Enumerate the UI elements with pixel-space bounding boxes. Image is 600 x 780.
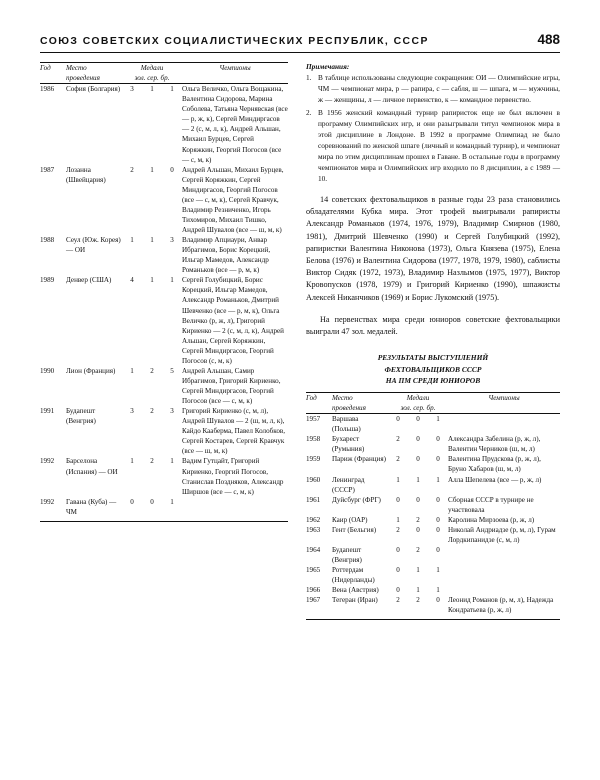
main-cell-year: 1992 [40, 457, 55, 466]
junior-cell-gold: 2 [396, 596, 400, 605]
table-row [306, 545, 560, 565]
junior-cell-champions [448, 585, 560, 595]
junior-cell-silver: 2 [416, 596, 420, 605]
junior-cell-place: Каир (ОАР) [332, 515, 368, 524]
junior-table-body [306, 414, 560, 621]
main-cell-silver: 2 [150, 407, 154, 416]
main-cell-gold: 2 [130, 165, 134, 174]
right-column [306, 62, 560, 620]
junior-cell-gold: 0 [396, 415, 400, 424]
main-cell-year: 1986 [40, 85, 55, 94]
junior-cell-place: Варшава (Польша) [332, 415, 361, 434]
junior-cell-gold: 0 [396, 566, 400, 575]
junior-table-heading [306, 352, 560, 386]
main-cell-year: 1991 [40, 407, 55, 416]
main-cell-bronze: 3 [170, 236, 174, 245]
junior-cell-gold: 2 [396, 435, 400, 444]
junior-heading-line1: РЕЗУЛЬТАТЫ ВЫСТУПЛЕНИЙ [377, 353, 489, 363]
junior-cell-year: 1967 [306, 596, 321, 605]
junior-cell-year: 1966 [306, 586, 321, 595]
col-header-place-line2: проведения [66, 74, 100, 83]
col-header-medals-sub: зол. сер. бр. [134, 74, 170, 83]
junior-cell-champions: Александра Забелина (р, ж, л), Валентин Черников (ш, м, л) [448, 435, 541, 454]
main-cell-place: Денвер (США) [66, 276, 112, 285]
junior-cell-place: Бухарест (Румыния) [332, 435, 365, 454]
junior-cell-place: Ленинград (СССР) [332, 475, 365, 494]
main-cell-silver: 1 [150, 165, 154, 174]
junior-cell-champions: Каролина Мирзоева (р, ж, л) [448, 515, 535, 524]
table-row [306, 515, 560, 525]
main-cell-bronze: 1 [170, 457, 174, 466]
main-cell-year: 1989 [40, 276, 55, 285]
main-cell-year: 1990 [40, 366, 55, 375]
junior-cell-champions: Николай Андриадзе (р, м, л), Гурам Лордкипанидзе (с, м, л) [448, 525, 556, 544]
junior-cell-year: 1962 [306, 515, 321, 524]
note-item [306, 73, 560, 106]
junior-cell-year: 1957 [306, 415, 321, 424]
notes-title: Примечания: [306, 62, 350, 71]
table-row [306, 495, 560, 515]
main-cell-bronze: 1 [170, 85, 174, 94]
jcol-header-place [332, 393, 388, 414]
junior-cell-year: 1963 [306, 525, 321, 534]
junior-cell-bronze: 1 [436, 586, 440, 595]
main-cell-bronze: 3 [170, 407, 174, 416]
junior-cell-gold: 2 [396, 525, 400, 534]
table-row [40, 275, 288, 366]
header-divider [40, 52, 560, 53]
main-table-head [40, 63, 288, 84]
junior-results-table [306, 392, 560, 620]
junior-cell-silver: 0 [416, 455, 420, 464]
junior-cell-year: 1959 [306, 455, 321, 464]
table-row [306, 525, 560, 545]
main-table-header-row [40, 63, 288, 84]
page-number: 488 [537, 32, 560, 47]
junior-cell-place: Гент (Бельгия) [332, 525, 377, 534]
junior-cell-year: 1965 [306, 566, 321, 575]
note-number: 1. [306, 73, 312, 82]
main-cell-silver: 1 [150, 276, 154, 285]
junior-cell-bronze: 1 [436, 475, 440, 484]
jcol-header-medals-label: Медали [406, 394, 430, 403]
jcol-header-place-line1: Место [332, 394, 353, 403]
table-row [306, 475, 560, 495]
table-row [40, 84, 288, 165]
junior-cell-place: Дуйсбург (ФРГ) [332, 495, 381, 504]
main-cell-bronze: 1 [170, 276, 174, 285]
junior-cell-champions [448, 414, 560, 435]
junior-cell-bronze: 1 [436, 566, 440, 575]
paragraph-world-cup: 14 советских фехтовальщиков в разные годы 23 раза становились обладателями Кубка мира. Этот трофей выигрывали рапиристы Александр Романьков (1974, 1976, 1979), Владимир Смирнов (1980, 1981), Дмитрий Шевченко (1990) и Сергей Голубицкий (1992), рапиристки Валентина Никонова (1973), Ольга Князева (1975), Елена Белова (1976) и Валентина Сидорова (1977, 1978, 1979, 1980), саблисты Виктор Сидяк (1972, 1973), Владимир Назлымов (1975, 1977), Виктор Кровопусков (1978, 1979) и Григорий Кириенко (1990), шпажисты Алексей Никанчиков (1969) и Борис Лукомский (1975). [306, 194, 560, 302]
table-row [40, 497, 288, 522]
col-header-year: Год [40, 64, 51, 72]
main-cell-gold: 3 [130, 85, 134, 94]
left-column [40, 62, 288, 522]
note-text: В таблице использованы следующие сокращения: ОИ — Олимпийские игры, ЧМ — чемпионат мира, р — рапира, с — сабля, ш — шпага, м — мужчины, ж — женщины, л — личное первенство, к — командное первенство. [318, 73, 560, 104]
main-cell-place: Гавана (Куба) — ЧМ [66, 497, 117, 516]
main-cell-champions [182, 497, 288, 522]
table-row [40, 406, 288, 456]
junior-cell-champions [448, 545, 560, 565]
main-cell-gold: 3 [130, 407, 134, 416]
main-cell-silver: 1 [150, 236, 154, 245]
junior-cell-silver: 0 [416, 495, 420, 504]
main-cell-champions: Владимир Апциаури, Анвар Ибрагимов, Борис Корецкий, Ильгар Мамедов, Александр Романьков (все — р, м, к) [182, 236, 271, 275]
junior-cell-bronze: 0 [436, 545, 440, 554]
table-row [306, 414, 560, 435]
main-cell-place: Будапешт (Венгрия) [66, 407, 96, 426]
main-cell-year: 1992 [40, 497, 55, 506]
jcol-header-champions: Чемпионы [488, 394, 520, 403]
running-head [40, 32, 560, 47]
main-cell-champions: Андрей Альшан, Михаил Бурцев, Сергей Коряжкин, Сергей Миндиргасов, Георгий Погосов (все — с, м, к), Сергей Кравчук, Владимир Резниченко, Игорь Тихомиров, Михаил Тишко, Андрей Шувалов (все — ш, м, к) [182, 165, 284, 234]
jcol-header-medals-sub: зол. сер. бр. [400, 404, 436, 413]
junior-cell-gold: 1 [396, 475, 400, 484]
main-cell-place: София (Болгария) [66, 85, 121, 94]
junior-cell-gold: 0 [396, 545, 400, 554]
main-cell-champions: Сергей Голубицкий, Борис Корецкий, Ильгар Мамедов, Александр Романьков, Дмитрий Шевченко (все — р, м, к), Ольга Величко (р, ж, л), Григорий Кириенко — 2 (с, м, л, к), Андрей Альшан, Сергей Коряжкин, Сергей Миндиргасов, Георгий Погосов (с, м, к) [182, 276, 284, 365]
junior-cell-champions: Леонид Романов (р, м, л), Надежда Кондратьева (р, ж, л) [448, 596, 554, 615]
junior-cell-silver: 1 [416, 475, 420, 484]
junior-table-header-row [306, 393, 560, 414]
note-item [306, 108, 560, 185]
main-cell-champions: Григорий Кириенко (с, м, л), Андрей Шувалов — 2 (ш, м, л, к), Кайдо Кааберма, Павел Колобков, Сергей Костарев, Сергей Кравчук (все — ш, м, к) [182, 407, 286, 456]
junior-cell-year: 1964 [306, 545, 321, 554]
junior-cell-place: Вена (Австрия) [332, 586, 379, 595]
main-cell-bronze: 5 [170, 366, 174, 375]
main-cell-place: Лозанна (Швейцария) [66, 165, 106, 184]
junior-cell-silver: 2 [416, 515, 420, 524]
main-cell-gold: 4 [130, 276, 134, 285]
note-number: 2. [306, 108, 312, 118]
junior-heading-line3: НА ПМ СРЕДИ ЮНИОРОВ [385, 375, 481, 385]
main-cell-champions: Вадим Гутцайт, Григорий Кириенко, Георгий Погосов, Станислав Поздняков, Александр Ширшов (все — с, м, к) [182, 457, 284, 496]
junior-cell-silver: 2 [416, 545, 420, 554]
page-title: СОЮЗ СОВЕТСКИХ СОЦИАЛИСТИЧЕСКИХ РЕСПУБЛИК, СССР [40, 36, 429, 47]
table-row [40, 456, 288, 496]
junior-cell-gold: 0 [396, 586, 400, 595]
junior-cell-year: 1958 [306, 435, 321, 444]
main-cell-bronze: 0 [170, 165, 174, 174]
jcol-header-place-line2: проведения [332, 404, 366, 413]
junior-cell-champions: Сборная СССР в турнире не участвовала [448, 495, 534, 514]
junior-cell-bronze: 0 [436, 495, 440, 504]
col-header-champions: Чемпионы [219, 64, 251, 72]
junior-cell-champions: Алла Шепелева (все — р, ж, л) [448, 475, 542, 484]
junior-cell-year: 1960 [306, 475, 321, 484]
table-row [306, 585, 560, 595]
junior-cell-place: Париж (Франция) [332, 455, 386, 464]
main-cell-silver: 1 [150, 85, 154, 94]
col-header-place-line1: Место [66, 64, 87, 72]
table-row [306, 454, 560, 474]
jcol-header-medals [388, 393, 448, 414]
main-cell-bronze: 1 [170, 497, 174, 506]
table-row [306, 565, 560, 585]
main-cell-place: Сеул (Юж. Корея) — ОИ [66, 236, 121, 255]
junior-cell-bronze: 0 [436, 435, 440, 444]
junior-cell-silver: 0 [416, 525, 420, 534]
main-cell-gold: 1 [130, 457, 134, 466]
table-row [40, 235, 288, 275]
junior-cell-bronze: 0 [436, 455, 440, 464]
main-cell-year: 1987 [40, 165, 55, 174]
table-bottom-rule [306, 620, 560, 621]
junior-cell-bronze: 0 [436, 515, 440, 524]
notes-list [306, 73, 560, 185]
main-results-table [40, 62, 288, 522]
table-row [306, 595, 560, 620]
junior-cell-silver: 0 [416, 415, 420, 424]
col-header-medals-label: Медали [140, 64, 164, 72]
jcol-header-year: Год [306, 394, 317, 403]
junior-cell-silver: 1 [416, 566, 420, 575]
note-text: В 1956 женский командный турнир рапиристок еще не был включен в программу Олимпийских игр, и они разыгрывали титул чемпионок мира в этой дисциплине в Лондоне. В 1992 в программе Олимпиад не было соревнований по женской шпаге (личный и командный турнир), и чемпионат мира по этим дисциплинам прошел в Гаване. В остальные годы в программу чемпионатов мира и Олимпийских игр входило по 8 дисциплин, а с 1989 — 10. [318, 108, 560, 183]
main-cell-silver: 2 [150, 366, 154, 375]
junior-cell-silver: 0 [416, 435, 420, 444]
main-cell-silver: 2 [150, 457, 154, 466]
junior-cell-place: Роттердам (Нидерланды) [332, 566, 375, 585]
col-header-medals [122, 63, 182, 84]
main-cell-year: 1988 [40, 236, 55, 245]
junior-cell-gold: 2 [396, 455, 400, 464]
paragraph-junior-medals: На первенствах мира среди юниоров советские фехтовальщики выиграли 47 зол. медалей. [306, 314, 560, 337]
junior-heading-line2: ФЕХТОВАЛЬЩИКОВ СССР [384, 364, 482, 374]
main-table-body [40, 84, 288, 522]
junior-cell-gold: 0 [396, 495, 400, 504]
main-cell-gold: 0 [130, 497, 134, 506]
table-bottom-rule [40, 521, 288, 522]
junior-cell-year: 1961 [306, 495, 321, 504]
junior-cell-silver: 1 [416, 586, 420, 595]
junior-table-head [306, 393, 560, 414]
main-cell-silver: 0 [150, 497, 154, 506]
table-bottom-rule-cell [306, 620, 560, 621]
main-cell-champions: Ольга Величко, Ольга Вощакина, Валентина Сидорова, Марина Соболева, Татьяна Чернявская (все — р, ж, к), Сергей Миндиргасов — 2 (с, м, л, к), Андрей Альшан, Михаил Бурцев, Сергей Коряжкин, Георгий Погосов (все — с, м, к) [182, 85, 288, 164]
junior-cell-bronze: 0 [436, 596, 440, 605]
col-header-place [66, 63, 122, 84]
junior-cell-place: Будапешт (Венгрия) [332, 545, 362, 565]
main-cell-gold: 1 [130, 236, 134, 245]
junior-cell-champions: Валентина Прудскова (р, ж, л), Бруно Хабаров (ш, м, л) [448, 455, 541, 474]
junior-cell-bronze: 1 [436, 415, 440, 424]
junior-cell-champions [448, 565, 560, 585]
main-cell-champions: Андрей Альшан, Самир Ибрагимов, Григорий Кириенко, Сергей Миндиргасов, Георгий Погосов (все — с, м, к) [182, 366, 281, 406]
table-row [40, 366, 288, 406]
main-cell-place: Лион (Франция) [66, 366, 116, 375]
junior-cell-place: Тегеран (Иран) [332, 596, 378, 605]
table-row [306, 434, 560, 454]
main-cell-place: Барселона (Испания) — ОИ [66, 457, 118, 476]
junior-cell-gold: 1 [396, 515, 400, 524]
junior-cell-bronze: 0 [436, 525, 440, 534]
table-bottom-rule-cell [40, 521, 288, 522]
main-cell-gold: 1 [130, 366, 134, 375]
table-row [40, 165, 288, 235]
